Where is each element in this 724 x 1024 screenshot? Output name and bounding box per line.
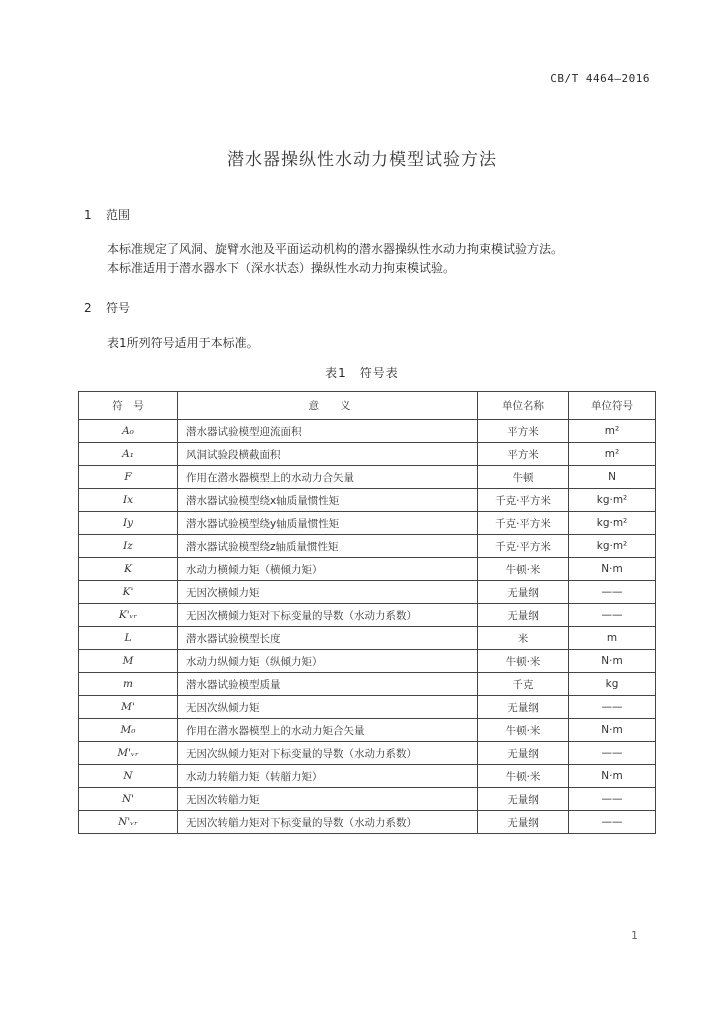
cell-unit-name: 牛顿·米 — [478, 650, 569, 673]
cell-unit-symbol: kg·m² — [569, 512, 656, 535]
scope-paragraph-1: 本标准规定了风洞、旋臂水池及平面运动机构的潜水器操纵性水动力拘束模试验方法。 — [107, 242, 564, 256]
standard-code: CB/T 4464—2016 — [550, 72, 650, 85]
header-meaning: 意 义 — [178, 392, 478, 420]
table-row — [79, 742, 656, 765]
document-title: 潜水器操纵性水动力模型试验方法 — [227, 150, 497, 170]
cell-meaning: 潜水器试验模型长度 — [178, 627, 478, 650]
cell-symbol: K — [79, 558, 178, 581]
header-unit-symbol: 单位符号 — [569, 392, 656, 420]
cell-symbol: N' — [79, 788, 178, 811]
table-row — [79, 788, 656, 811]
header-symbol: 符 号 — [79, 392, 178, 420]
cell-meaning: 潜水器试验模型质量 — [178, 673, 478, 696]
cell-unit-symbol: m² — [569, 420, 656, 443]
cell-unit-symbol: kg·m² — [569, 535, 656, 558]
cell-unit-symbol: m — [569, 627, 656, 650]
cell-unit-name: 牛顿·米 — [478, 558, 569, 581]
table-row — [79, 627, 656, 650]
table-row — [79, 811, 656, 834]
cell-symbol: M₀ — [79, 719, 178, 742]
cell-unit-name: 无量纲 — [478, 581, 569, 604]
table-row — [79, 535, 656, 558]
cell-symbol: M' — [79, 696, 178, 719]
cell-unit-name: 无量纲 — [478, 604, 569, 627]
cell-unit-name: 千克·平方米 — [478, 512, 569, 535]
table-row — [79, 489, 656, 512]
cell-unit-symbol: —— — [569, 581, 656, 604]
page-number: 1 — [631, 929, 638, 942]
cell-symbol: K' — [79, 581, 178, 604]
cell-unit-name: 米 — [478, 627, 569, 650]
table-row — [79, 512, 656, 535]
section-heading-scope — [84, 206, 130, 223]
cell-meaning: 潜水器试验模型绕y轴质量惯性矩 — [178, 512, 478, 535]
section-number: 2 — [84, 301, 92, 315]
cell-meaning: 无因次转艏力矩对下标变量的导数（水动力系数） — [178, 811, 478, 834]
cell-unit-symbol: N·m — [569, 558, 656, 581]
symbols-paragraph: 表1所列符号适用于本标准。 — [107, 336, 259, 350]
table-caption: 表1 符号表 — [325, 366, 399, 380]
table-row — [79, 604, 656, 627]
cell-unit-symbol: —— — [569, 696, 656, 719]
section-title: 范围 — [106, 208, 131, 222]
cell-unit-name: 千克·平方米 — [478, 489, 569, 512]
table-row — [79, 765, 656, 788]
cell-symbol: M'ᵥᵣ — [79, 742, 178, 765]
table-row — [79, 696, 656, 719]
cell-unit-symbol: N·m — [569, 650, 656, 673]
cell-unit-symbol: N·m — [569, 719, 656, 742]
cell-unit-symbol: m² — [569, 443, 656, 466]
cell-unit-name: 千克 — [478, 673, 569, 696]
cell-meaning: 风洞试验段横截面积 — [178, 443, 478, 466]
table-row — [79, 420, 656, 443]
cell-symbol: N — [79, 765, 178, 788]
cell-unit-symbol: —— — [569, 788, 656, 811]
cell-symbol: m — [79, 673, 178, 696]
cell-unit-symbol: —— — [569, 811, 656, 834]
section-heading-symbols — [84, 299, 130, 316]
cell-unit-name: 牛顿 — [478, 466, 569, 489]
cell-meaning: 无因次纵倾力矩对下标变量的导数（水动力系数） — [178, 742, 478, 765]
cell-symbol: A₁ — [79, 443, 178, 466]
table-row — [79, 466, 656, 489]
table-row — [79, 650, 656, 673]
table-body — [79, 420, 656, 834]
table-row — [79, 558, 656, 581]
cell-meaning: 潜水器试验模型绕z轴质量惯性矩 — [178, 535, 478, 558]
section-title: 符号 — [106, 301, 131, 315]
cell-unit-name: 千克·平方米 — [478, 535, 569, 558]
cell-meaning: 无因次纵倾力矩 — [178, 696, 478, 719]
cell-symbol: Iy — [79, 512, 178, 535]
cell-unit-symbol: —— — [569, 604, 656, 627]
table-row — [79, 581, 656, 604]
cell-unit-name: 无量纲 — [478, 811, 569, 834]
table-row — [79, 673, 656, 696]
cell-unit-symbol: kg·m² — [569, 489, 656, 512]
cell-unit-name: 牛顿·米 — [478, 719, 569, 742]
cell-unit-symbol: kg — [569, 673, 656, 696]
table-row — [79, 443, 656, 466]
cell-symbol: Ix — [79, 489, 178, 512]
cell-meaning: 无因次横倾力矩对下标变量的导数（水动力系数） — [178, 604, 478, 627]
cell-unit-name: 平方米 — [478, 443, 569, 466]
section-number: 1 — [84, 208, 92, 222]
cell-symbol: L — [79, 627, 178, 650]
cell-meaning: 水动力纵倾力矩（纵倾力矩） — [178, 650, 478, 673]
cell-unit-symbol: —— — [569, 742, 656, 765]
cell-unit-name: 无量纲 — [478, 742, 569, 765]
cell-meaning: 无因次转艏力矩 — [178, 788, 478, 811]
cell-unit-symbol: N — [569, 466, 656, 489]
cell-symbol: K'ᵥᵣ — [79, 604, 178, 627]
cell-symbol: N'ᵥᵣ — [79, 811, 178, 834]
header-unit-name: 单位名称 — [478, 392, 569, 420]
cell-meaning: 作用在潜水器模型上的水动力合矢量 — [178, 466, 478, 489]
cell-symbol: Iz — [79, 535, 178, 558]
cell-symbol: A₀ — [79, 420, 178, 443]
cell-unit-name: 无量纲 — [478, 696, 569, 719]
cell-symbol: M — [79, 650, 178, 673]
cell-meaning: 潜水器试验模型绕x轴质量惯性矩 — [178, 489, 478, 512]
cell-meaning: 无因次横倾力矩 — [178, 581, 478, 604]
symbol-table — [78, 391, 656, 834]
cell-meaning: 水动力横倾力矩（横倾力矩） — [178, 558, 478, 581]
table-header-row — [79, 392, 656, 420]
cell-unit-symbol: N·m — [569, 765, 656, 788]
cell-unit-name: 无量纲 — [478, 788, 569, 811]
scope-paragraph-2: 本标准适用于潜水器水下（深水状态）操纵性水动力拘束模试验。 — [107, 261, 456, 275]
cell-symbol: F — [79, 466, 178, 489]
table-row — [79, 719, 656, 742]
cell-meaning: 作用在潜水器模型上的水动力矩合矢量 — [178, 719, 478, 742]
cell-unit-name: 牛顿·米 — [478, 765, 569, 788]
cell-meaning: 潜水器试验模型迎流面积 — [178, 420, 478, 443]
cell-unit-name: 平方米 — [478, 420, 569, 443]
cell-meaning: 水动力转艏力矩（转艏力矩） — [178, 765, 478, 788]
